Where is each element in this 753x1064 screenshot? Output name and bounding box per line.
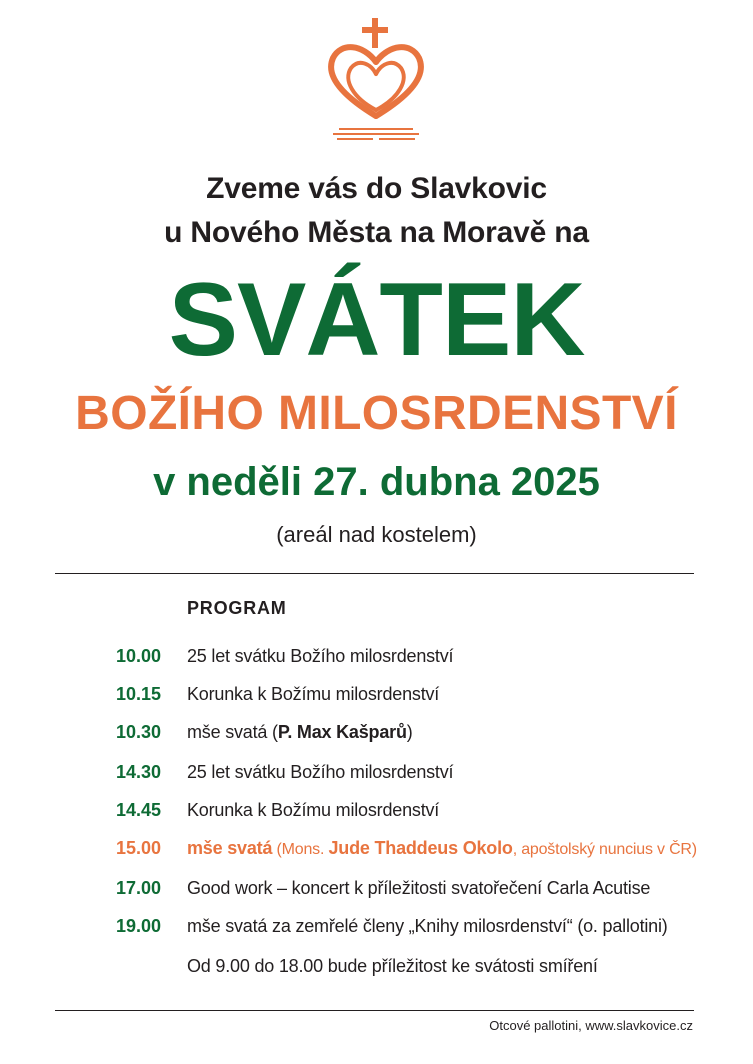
- program-desc: Korunka k Božímu milosrdenství: [187, 684, 440, 704]
- program-time: 17.00: [116, 878, 162, 898]
- page-subtitle: BOŽÍHO MILOSRDENSTVÍ: [75, 387, 678, 440]
- program-row: [0, 722, 753, 748]
- program-note: Od 9.00 do 18.00 bude příležitost ke svátosti smíření: [187, 956, 598, 976]
- program-row: [0, 762, 753, 788]
- top-divider: [55, 573, 694, 574]
- mass-label: mše svatá: [187, 838, 273, 858]
- desc-text: , apoštolský nuncius v ČR): [512, 841, 697, 858]
- program-row: [0, 684, 753, 710]
- program-row: [0, 878, 753, 904]
- program-desc: Good work – koncert k příležitosti svatořečení Carla Acutise: [187, 878, 651, 898]
- program-time: 14.30: [116, 762, 162, 782]
- celebrant-name: Jude Thaddeus Okolo: [328, 838, 513, 858]
- program-desc: 25 let svátku Božího milosrdenství: [187, 762, 454, 782]
- program-desc: [187, 722, 413, 743]
- bottom-divider: [55, 1010, 694, 1011]
- event-date: v neděli 27. dubna 2025: [153, 460, 600, 504]
- intro-line-2: u Nového Města na Moravě na: [164, 216, 589, 249]
- program-desc: mše svatá za zemřelé členy „Knihy milosrdenství“ (o. pallotini): [187, 916, 668, 936]
- heart-cross-book-logo: [323, 16, 429, 142]
- program-time: 10.00: [116, 646, 162, 666]
- program-row: [0, 916, 753, 942]
- intro-line-1: Zveme vás do Slavkovic: [206, 172, 547, 205]
- program-time: 19.00: [116, 916, 162, 936]
- desc-text: mše svatá (: [187, 722, 278, 742]
- program-desc: [187, 838, 697, 859]
- program-desc: Korunka k Božímu milosrdenství: [187, 800, 440, 820]
- event-venue: (areál nad kostelem): [276, 522, 477, 547]
- desc-text: ): [406, 722, 413, 742]
- desc-text: (Mons.: [272, 841, 329, 858]
- footer-credit: Otcové pallotini, www.slavkovice.cz: [489, 1018, 693, 1033]
- page-title: SVÁTEK: [168, 262, 585, 378]
- program-time: 14.45: [116, 800, 162, 820]
- program-row: [0, 800, 753, 826]
- program-heading: PROGRAM: [187, 598, 287, 618]
- program-desc: 25 let svátku Božího milosrdenství: [187, 646, 454, 666]
- program-row-highlight: [0, 838, 753, 864]
- program-time: 10.15: [116, 684, 162, 704]
- program-time: 15.00: [116, 838, 162, 858]
- program-note-row: [0, 956, 753, 982]
- program-time: 10.30: [116, 722, 162, 742]
- program-row: [0, 646, 753, 672]
- celebrant-name: P. Max Kašparů: [277, 722, 407, 742]
